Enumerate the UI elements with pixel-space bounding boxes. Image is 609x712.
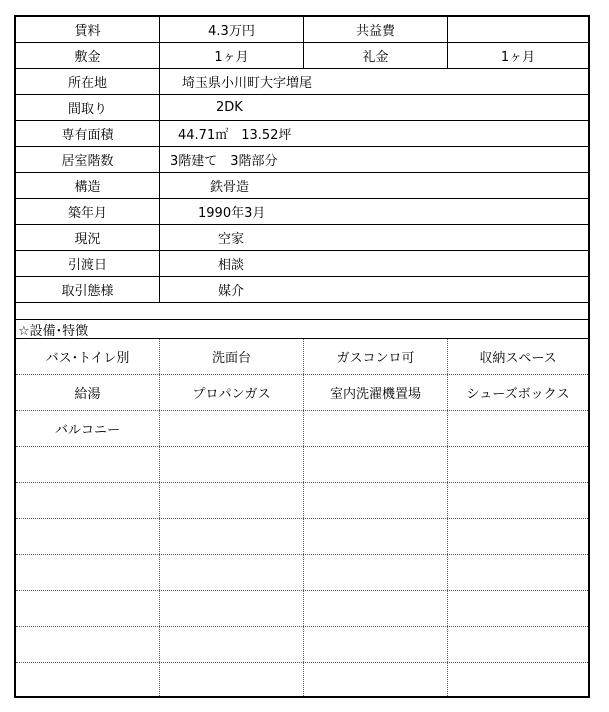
equipment-cell: [304, 519, 448, 554]
detail-row-status: [16, 225, 588, 251]
equipment-row: [16, 411, 588, 447]
status-label: 現況: [16, 225, 160, 250]
equipment-cell: [304, 483, 448, 518]
equipment-cell: [160, 483, 304, 518]
structure-label: 構造: [16, 173, 160, 198]
equipment-row: [16, 339, 588, 375]
equipment-row: [16, 663, 588, 696]
equipment-cell: [448, 663, 588, 696]
equipment-cell: [160, 663, 304, 696]
equipment-cell: [16, 555, 160, 590]
handover-value: 相談: [218, 258, 245, 273]
detail-row-floor: [16, 147, 588, 173]
equipment-cell: バルコニー: [16, 411, 160, 446]
equipment-cell: [304, 447, 448, 482]
equipment-cell: [448, 411, 588, 446]
equipment-heading: ☆設備･特徴: [18, 323, 89, 338]
key-money-label: 礼金: [304, 43, 448, 68]
equipment-row: [16, 627, 588, 663]
common-fee-label: 共益費: [304, 17, 448, 42]
equipment-cell: [304, 663, 448, 696]
detail-row-layout: [16, 95, 588, 121]
equipment-row: [16, 483, 588, 519]
equipment-cell: [448, 627, 588, 662]
detail-row-structure: [16, 173, 588, 199]
equipment-cell: 室内洗濯機置場: [304, 375, 448, 410]
status-value: 空家: [218, 232, 245, 247]
equipment-cell: [448, 519, 588, 554]
equipment-cell: [160, 627, 304, 662]
equipment-cell: [16, 483, 160, 518]
area-label: 専有面積: [16, 121, 160, 146]
equipment-cell: [16, 447, 160, 482]
equipment-cell: [448, 555, 588, 590]
equipment-cell: バス･トイレ別: [16, 339, 160, 374]
equipment-row: [16, 519, 588, 555]
layout-label: 間取り: [16, 95, 160, 120]
common-fee-value: [448, 17, 588, 42]
equipment-cell: [160, 411, 304, 446]
equipment-cell: [16, 627, 160, 662]
detail-row-area: [16, 121, 588, 147]
layout-value: 2DK: [216, 100, 243, 115]
equipment-cell: [16, 591, 160, 626]
equipment-row: [16, 375, 588, 411]
address-value: 埼玉県小川町大字増尾: [182, 76, 313, 91]
equipment-cell: シューズボックス: [466, 387, 570, 402]
detail-row-built: [16, 199, 588, 225]
detail-row-address: [16, 69, 588, 95]
floor-label: 居室階数: [16, 147, 160, 172]
equipment-cell: [160, 555, 304, 590]
transaction-value: 媒介: [218, 284, 245, 299]
deposit-value: 1ヶ月: [160, 43, 304, 68]
equipment-cell: プロパンガス: [160, 375, 304, 410]
equipment-cell: [16, 663, 160, 696]
address-label: 所在地: [16, 69, 160, 94]
floor-value: 3階建て 3階部分: [170, 154, 278, 169]
equipment-cell: [448, 483, 588, 518]
built-label: 築年月: [16, 199, 160, 224]
equipment-cell: [160, 591, 304, 626]
structure-value: 鉄骨造: [210, 180, 250, 195]
detail-row-transaction: [16, 277, 588, 303]
equipment-row: [16, 447, 588, 483]
equipment-cell: ガスコンロ可: [304, 339, 448, 374]
equipment-row: [16, 591, 588, 627]
equipment-cell: [448, 591, 588, 626]
rent-row: [16, 17, 588, 43]
equipment-cell: [16, 519, 160, 554]
handover-label: 引渡日: [16, 251, 160, 276]
deposit-row: [16, 43, 588, 69]
equipment-row: [16, 555, 588, 591]
transaction-label: 取引態様: [16, 277, 160, 302]
spacer-row: [16, 303, 588, 320]
equipment-cell: 給湯: [16, 375, 160, 410]
equipment-cell: 収納スペース: [479, 351, 557, 366]
equipment-cell: [160, 447, 304, 482]
equipment-cell: 洗面台: [160, 339, 304, 374]
deposit-label: 敷金: [16, 43, 160, 68]
equipment-cell: [160, 519, 304, 554]
area-value: 44.71㎡ 13.52坪: [178, 128, 292, 143]
equipment-cell: [448, 447, 588, 482]
built-value: 1990年3月: [198, 206, 266, 221]
equipment-cell: [304, 591, 448, 626]
equipment-cell: [304, 411, 448, 446]
equipment-cell: [304, 555, 448, 590]
rent-value: 4.3万円: [160, 17, 304, 42]
property-info-sheet: [14, 15, 590, 698]
rent-label: 賃料: [16, 17, 160, 42]
detail-row-handover: [16, 251, 588, 277]
key-money-value: 1ヶ月: [500, 50, 536, 65]
equipment-cell: [304, 627, 448, 662]
equipment-heading-row: [16, 320, 588, 339]
